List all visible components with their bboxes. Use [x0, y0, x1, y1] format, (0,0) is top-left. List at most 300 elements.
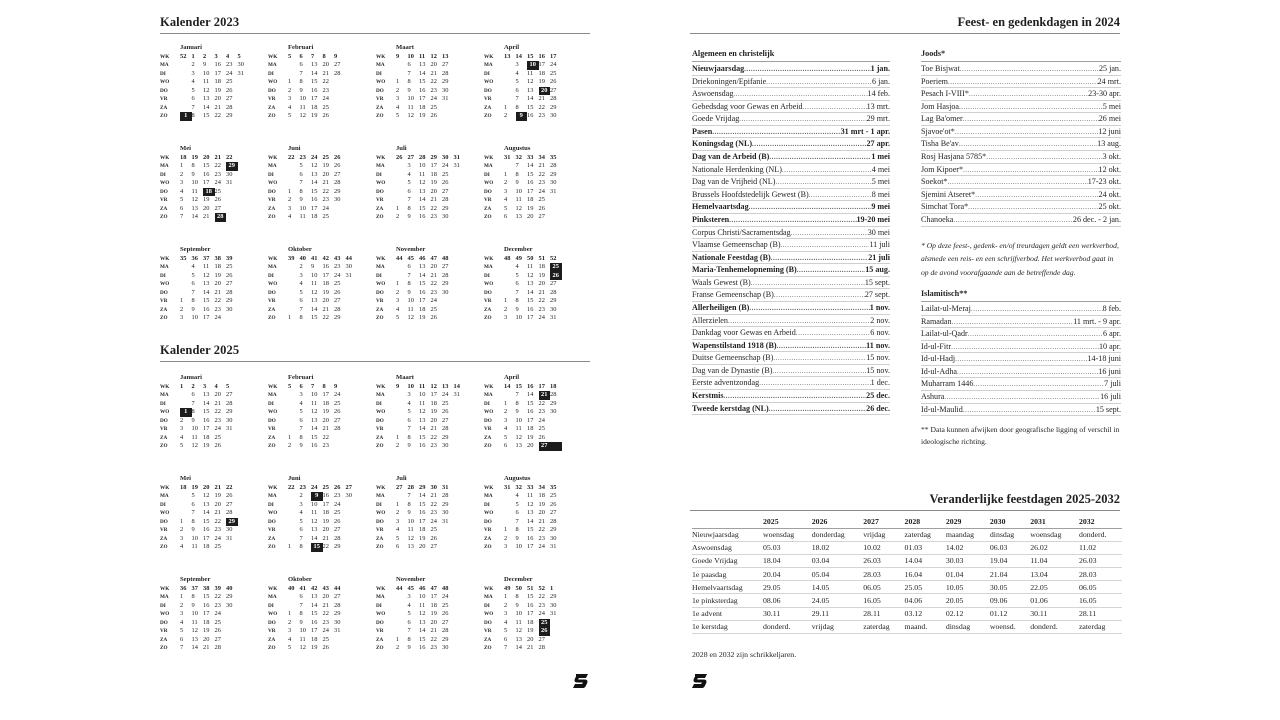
date-cell [504, 61, 516, 69]
weekday-row [376, 196, 484, 204]
holiday-name: Kerstmis [692, 391, 724, 401]
date-cell: 25 [550, 69, 557, 77]
week-number-row [160, 484, 268, 492]
week-number: 46 [419, 585, 426, 592]
date-cell: 2 [180, 170, 184, 178]
table-cell: 08.06 [763, 594, 812, 607]
date-cell: 1 [504, 593, 508, 601]
weekday-label: DO [484, 619, 492, 626]
calendar-month [160, 145, 268, 246]
date-cell: 6 [299, 61, 303, 69]
weekday-label: DO [160, 87, 168, 94]
weekday-label: VR [376, 426, 384, 433]
weekday-label: MA [160, 163, 169, 170]
holiday-row [921, 201, 1121, 214]
weekday-row [160, 280, 268, 288]
date-cell: 29 [226, 408, 233, 416]
date-cell: 11 [299, 103, 306, 111]
holiday-date: 6 jan. [872, 76, 890, 86]
variable-table-body [692, 528, 1122, 634]
date-cell [454, 400, 466, 408]
table-cell: 04.06 [905, 594, 946, 607]
weekday-label: MA [160, 493, 169, 500]
weekday-label: DO [484, 289, 492, 296]
date-cell: 5 [288, 112, 292, 120]
date-cell: 25 [214, 187, 221, 195]
date-cell: 6 [191, 95, 195, 103]
date-cell: 6 [191, 391, 195, 399]
date-cell: 9 [515, 408, 519, 416]
weekday-row [376, 272, 484, 280]
weekday-label: DI [484, 400, 490, 407]
variable-table-header [692, 515, 1122, 528]
date-cell: 5 [299, 408, 303, 416]
week-number: 20 [203, 154, 210, 161]
weekday-row [160, 188, 268, 196]
date-cell: 25 [430, 526, 437, 534]
date-cell: 14 [311, 601, 318, 609]
week-number: 35 [180, 255, 187, 262]
calendar-2023-months [160, 44, 592, 347]
date-cell [226, 619, 238, 627]
weekday-row [484, 179, 592, 187]
brand-logo-icon [691, 673, 709, 689]
date-cell: 22 [538, 526, 545, 534]
date-cell: 23 [430, 288, 437, 296]
date-cell: 1 [180, 162, 184, 170]
weekday-row [484, 509, 592, 517]
date-cell [238, 112, 250, 120]
date-cell: 16 [419, 86, 426, 94]
date-cell: 22 [430, 433, 437, 441]
date-cell [442, 543, 454, 551]
weekday-label: DO [376, 188, 384, 195]
week-number: 9 [396, 53, 400, 60]
date-cell: 13 [191, 635, 198, 643]
date-cell: 5 [191, 271, 195, 279]
weekday-label: WO [484, 180, 494, 187]
date-cell: 22 [214, 593, 221, 601]
holiday-date-cell: 1 [180, 408, 192, 416]
date-cell: 4 [504, 618, 508, 626]
month-name: Februari [288, 44, 314, 51]
date-cell: 4 [288, 103, 292, 111]
date-cell: 17 [430, 162, 437, 170]
weekday-label: DI [268, 272, 274, 279]
date-cell [226, 610, 238, 618]
holiday-date: 30 mei [867, 227, 890, 237]
weekday-row [268, 112, 376, 120]
date-cell [396, 425, 408, 433]
date-cell: 15 [419, 280, 426, 288]
weekday-label: ZO [268, 443, 276, 450]
date-cell: 3 [504, 187, 508, 195]
dot-leader [774, 289, 865, 301]
dot-leader [948, 76, 1098, 88]
week-number: 6 [299, 53, 303, 60]
weekday-label: WO [484, 510, 494, 517]
weekday-label: MA [484, 493, 493, 500]
weekday-row [268, 61, 376, 69]
date-cell [396, 70, 408, 78]
week-number: 16 [538, 53, 545, 60]
weekday-row [160, 78, 268, 86]
weekday-row [376, 171, 484, 179]
date-cell: 15 [203, 517, 210, 525]
weekday-row [268, 593, 376, 601]
date-cell: 31 [550, 187, 557, 195]
date-cell: 6 [180, 204, 184, 212]
table-cell: maandag [946, 528, 990, 541]
date-cell: 18 [430, 601, 437, 609]
weekday-row [160, 196, 268, 204]
date-cell: 26 [442, 179, 449, 187]
weekday-row [376, 263, 484, 271]
date-cell: 4 [407, 601, 411, 609]
weekday-label: ZA [160, 535, 168, 542]
date-cell: 29 [226, 112, 233, 120]
dot-leader [951, 341, 1099, 353]
date-cell: 22 [214, 517, 221, 525]
week-number: 44 [396, 255, 403, 262]
date-cell: 18 [203, 433, 210, 441]
date-cell: 10 [419, 593, 426, 601]
weekday-label: MA [160, 62, 169, 69]
dot-leader [782, 164, 872, 176]
date-cell: 24 [538, 416, 545, 424]
weekday-row [160, 619, 268, 627]
holiday-name: Sjavoe'ot* [921, 126, 955, 136]
holiday-row [692, 189, 890, 202]
date-cell: 23 [214, 526, 221, 534]
date-cell [288, 162, 300, 170]
date-cell: 12 [419, 179, 426, 187]
weekday-row [484, 280, 592, 288]
table-row [692, 607, 1122, 620]
date-cell: 3 [299, 391, 303, 399]
weekday-label: MA [376, 264, 385, 271]
week-number: 44 [396, 585, 403, 592]
date-cell: 11 [527, 69, 534, 77]
weekday-label: ZO [160, 214, 168, 221]
week-number: 16 [527, 383, 534, 390]
date-cell: 23 [322, 86, 329, 94]
holiday-date: 5 mei [871, 177, 890, 187]
date-cell: 26 [334, 408, 341, 416]
date-cell: 20 [322, 61, 329, 69]
date-cell: 28 [334, 179, 341, 187]
date-cell: 22 [214, 297, 221, 305]
holiday-name: Tisha Be'av [921, 139, 959, 149]
weekday-label: ZO [268, 113, 276, 120]
date-cell: 25 [442, 601, 449, 609]
table-cell: 06.05 [863, 581, 904, 594]
table-cell: donderd. [763, 620, 812, 633]
date-cell: 9 [299, 618, 303, 626]
weekday-row [484, 112, 592, 120]
date-cell [396, 263, 408, 271]
weekday-label: MA [376, 594, 385, 601]
week-number: 5 [288, 53, 292, 60]
date-cell: 7 [299, 425, 303, 433]
date-cell: 11 [419, 170, 426, 178]
dot-leader [960, 63, 1099, 75]
weekday-row [484, 70, 592, 78]
islamic-section-heading: Islamitisch** [921, 289, 1121, 302]
weekday-label: ZA [160, 104, 168, 111]
date-cell: 13 [527, 509, 534, 517]
date-cell [288, 425, 300, 433]
weekday-label: DO [160, 188, 168, 195]
date-cell: 5 [299, 517, 303, 525]
weekday-label: ZO [484, 443, 492, 450]
date-cell: 20 [430, 187, 437, 195]
weekday-row [268, 434, 376, 442]
table-cell: 13.04 [1030, 568, 1079, 581]
date-cell: 11 [191, 618, 198, 626]
date-cell: 4 [407, 399, 411, 407]
holiday-row [921, 378, 1121, 391]
date-cell: 18 [419, 305, 426, 313]
date-cell: 22 [322, 187, 329, 195]
year-header: 2029 [945, 516, 962, 526]
date-cell: 23 [214, 170, 221, 178]
weekday-row [484, 61, 592, 69]
holiday-date: 21 juli [868, 252, 890, 262]
weekday-row [268, 196, 376, 204]
dot-leader [769, 151, 871, 163]
date-cell: 16 [322, 263, 329, 271]
week-number-row [160, 154, 268, 162]
date-cell [180, 78, 192, 86]
holiday-name: Ashura [921, 392, 945, 402]
date-cell: 30 [226, 526, 233, 534]
holiday-row [921, 353, 1121, 366]
date-cell: 30 [345, 263, 352, 271]
holiday-row [921, 366, 1121, 379]
week-number: 17 [550, 53, 557, 60]
weekday-label: WO [160, 510, 170, 517]
weekday-row [160, 213, 268, 221]
table-cell: 28.03 [863, 568, 904, 581]
date-cell: 4 [180, 187, 184, 195]
date-cell: 14 [203, 103, 210, 111]
date-cell: 3 [180, 179, 184, 187]
date-cell: 1 [180, 517, 184, 525]
date-cell: 26 [214, 627, 221, 635]
weekday-label: ZA [160, 306, 168, 313]
weekday-row [160, 289, 268, 297]
date-cell: 18 [527, 425, 534, 433]
weekday-label: ZA [376, 104, 384, 111]
date-cell: 27 [550, 509, 557, 517]
date-cell: 16 [311, 86, 318, 94]
holiday-date: 15 nov. [866, 365, 890, 375]
date-cell: 24 [334, 500, 341, 508]
date-cell: 23 [214, 305, 221, 313]
holiday-date: 8 mei [871, 189, 890, 199]
date-cell: 19 [203, 442, 210, 450]
date-cell: 19 [430, 179, 437, 187]
week-number-row [268, 383, 376, 391]
weekday-row [268, 171, 376, 179]
weekday-label: VR [160, 96, 168, 103]
date-cell: 7 [515, 391, 519, 399]
holiday-name: Pesach I-VIII* [921, 89, 969, 99]
date-cell: 21 [430, 425, 437, 433]
table-cell: 03.12 [905, 607, 946, 620]
date-cell: 26 [226, 492, 233, 500]
holiday-date: 6 nov. [870, 328, 890, 338]
date-cell: 19 [203, 627, 210, 635]
date-cell: 2 [396, 509, 400, 517]
weekday-label: ZA [268, 434, 276, 441]
holiday-name: Toe Bisjwat [921, 64, 960, 73]
date-cell: 24 [430, 517, 437, 525]
date-cell: 5 [299, 288, 303, 296]
weekday-label: MA [484, 163, 493, 170]
weekday-label: DO [268, 518, 276, 525]
date-cell [346, 280, 358, 288]
date-cell: 29 [334, 187, 341, 195]
date-cell: 24 [538, 610, 545, 618]
date-cell [226, 196, 238, 204]
date-cell: 11 [419, 399, 426, 407]
date-cell: 27 [442, 416, 449, 424]
date-cell: 19 [538, 271, 545, 279]
date-cell: 24 [322, 627, 329, 635]
date-cell: 24 [322, 95, 329, 103]
weekday-label: ZA [160, 434, 168, 441]
holiday-row [692, 365, 890, 378]
table-cell: 25.05 [905, 581, 946, 594]
date-cell: 13 [419, 61, 426, 69]
week-number: 14 [504, 383, 511, 390]
week-number: 17 [538, 383, 545, 390]
general-holiday-list [692, 63, 890, 415]
date-cell: 8 [191, 297, 195, 305]
holiday-name: Hemelvaartsdag [692, 202, 749, 212]
table-cell: 20.05 [946, 594, 990, 607]
date-cell: 3 [180, 314, 184, 322]
holiday-name: Dag van de Vrijheid (NL) [692, 177, 776, 187]
weekday-row [376, 78, 484, 86]
week-number: 12 [430, 53, 437, 60]
holiday-row [692, 277, 890, 290]
date-cell: 10 [299, 204, 306, 212]
weekday-label: ZO [376, 443, 384, 450]
holiday-name: Waals Gewest (B) [692, 277, 751, 287]
calendar-month [268, 44, 376, 145]
weekday-label: VR [268, 197, 276, 204]
weekday-row [160, 205, 268, 213]
weekday-label: ZO [160, 113, 168, 120]
weekday-row [484, 602, 592, 610]
table-cell: 29.05 [763, 581, 812, 594]
date-cell: 29 [442, 433, 449, 441]
holiday-row [921, 101, 1121, 114]
date-cell [334, 644, 346, 652]
week-number: 6 [299, 383, 303, 390]
date-cell: 20 [214, 500, 221, 508]
week-number: 42 [322, 255, 329, 262]
date-cell: 8 [299, 610, 303, 618]
date-cell: 7 [180, 213, 184, 221]
weekday-label: ZO [484, 113, 492, 120]
date-cell [504, 78, 516, 86]
weekday-label: VR [376, 527, 384, 534]
date-cell: 19 [322, 517, 329, 525]
week-number: 10 [407, 383, 414, 390]
date-cell: 1 [396, 204, 400, 212]
holiday-date-cell: 28 [215, 213, 227, 221]
dot-leader [773, 352, 866, 364]
date-cell: 30 [550, 534, 557, 542]
date-cell [454, 442, 466, 450]
weekday-label: WK [268, 586, 278, 592]
table-cell: 28.03 [1079, 568, 1122, 581]
week-number-row [484, 585, 592, 593]
dot-leader [729, 214, 856, 226]
date-cell: 19 [527, 204, 534, 212]
weekday-label: ZA [268, 306, 276, 313]
table-cell: 18.02 [812, 541, 863, 554]
weekday-label: ZO [268, 315, 276, 322]
date-cell: 25 [442, 170, 449, 178]
weekday-row [160, 636, 268, 644]
dot-leader [766, 76, 872, 88]
date-cell: 7 [407, 271, 411, 279]
year-header: 2032 [1078, 516, 1095, 526]
dot-leader [971, 303, 1103, 315]
date-cell: 18 [311, 635, 318, 643]
date-cell: 15 [527, 399, 534, 407]
weekday-label: WK [484, 586, 494, 592]
table-cell: 30.11 [1030, 607, 1079, 620]
weekday-row [376, 314, 484, 322]
date-cell: 17 [311, 627, 318, 635]
month-name: Juli [396, 475, 407, 482]
date-cell: 2 [504, 112, 508, 120]
date-cell: 4 [515, 263, 519, 271]
date-cell: 5 [191, 492, 195, 500]
weekday-label: ZA [376, 205, 384, 212]
weekday-label: DI [376, 70, 382, 77]
holiday-date: 1 jan. [870, 64, 890, 73]
date-cell: 16 [203, 601, 210, 609]
weekday-label: MA [484, 392, 493, 399]
date-cell: 29 [550, 297, 557, 305]
date-cell: 24 [214, 534, 221, 542]
date-cell: 7 [515, 95, 519, 103]
weekday-row [484, 171, 592, 179]
date-cell [180, 492, 192, 500]
holiday-date-cell: 29 [226, 162, 238, 170]
date-cell [346, 306, 358, 314]
date-cell: 15 [311, 433, 318, 441]
calendar-month [376, 475, 484, 576]
weekday-label: WK [160, 155, 170, 161]
date-cell: 22 [214, 112, 221, 120]
weekday-label: WK [376, 155, 386, 161]
date-cell: 31 [550, 610, 557, 618]
date-cell [396, 196, 408, 204]
holiday-date: 19-20 mei [856, 214, 890, 224]
weekday-row [268, 425, 376, 433]
week-number: 9 [334, 383, 338, 390]
holiday-name: Corpus Christi/Sacramentsdag [692, 227, 791, 237]
date-cell: 27 [214, 204, 221, 212]
